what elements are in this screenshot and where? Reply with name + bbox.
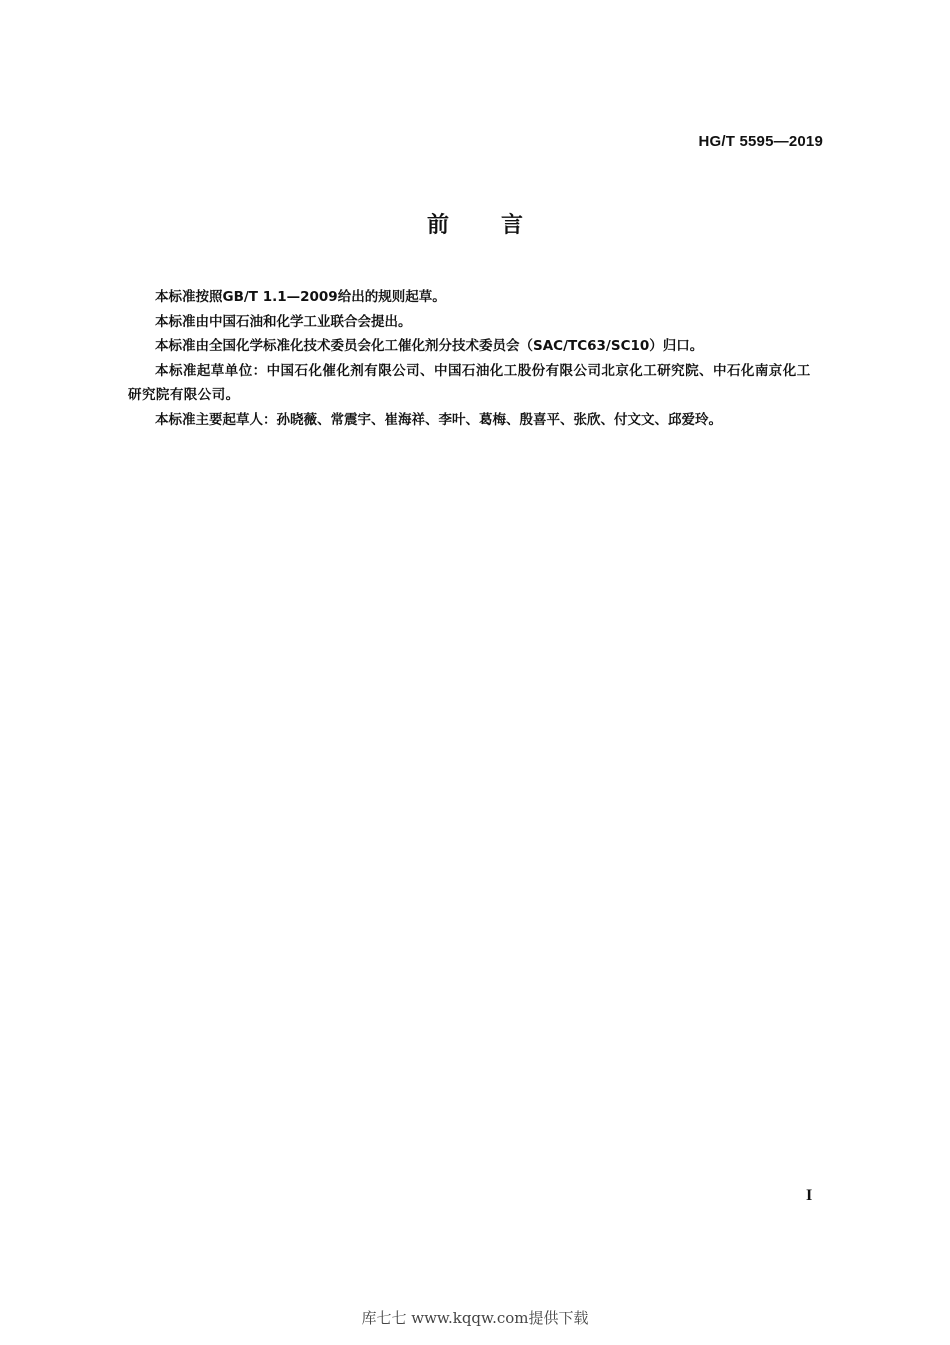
paragraph-drafters: 本标准主要起草人：孙晓薇、常震宇、崔海祥、李叶、葛梅、殷喜平、张欣、付文文、邱爱玲。 [155, 411, 722, 428]
paragraph-drafting-rules: 本标准按照GB/T 1.1—2009给出的规则起草。 [155, 289, 446, 305]
page-number: I [806, 1187, 813, 1204]
paragraph-proposer: 本标准由中国石油和化学工业联合会提出。 [155, 313, 412, 330]
paragraph-technical-committee: 本标准由全国化学标准化技术委员会化工催化剂分技术委员会（SAC/TC63/SC10）归口。 [155, 338, 704, 354]
foreword-body [128, 285, 822, 432]
standard-code: HG/T 5595—2019 [698, 133, 823, 150]
page-title: 前言 [426, 213, 575, 238]
paragraph-drafting-units: 本标准起草单位：中国石化催化剂有限公司、中国石油化工股份有限公司北京化工研究院、中石化南京化工研究院有限公司。 [128, 362, 811, 403]
download-footer: 库七七 www.kqqw.com提供下载 [361, 1309, 589, 1327]
